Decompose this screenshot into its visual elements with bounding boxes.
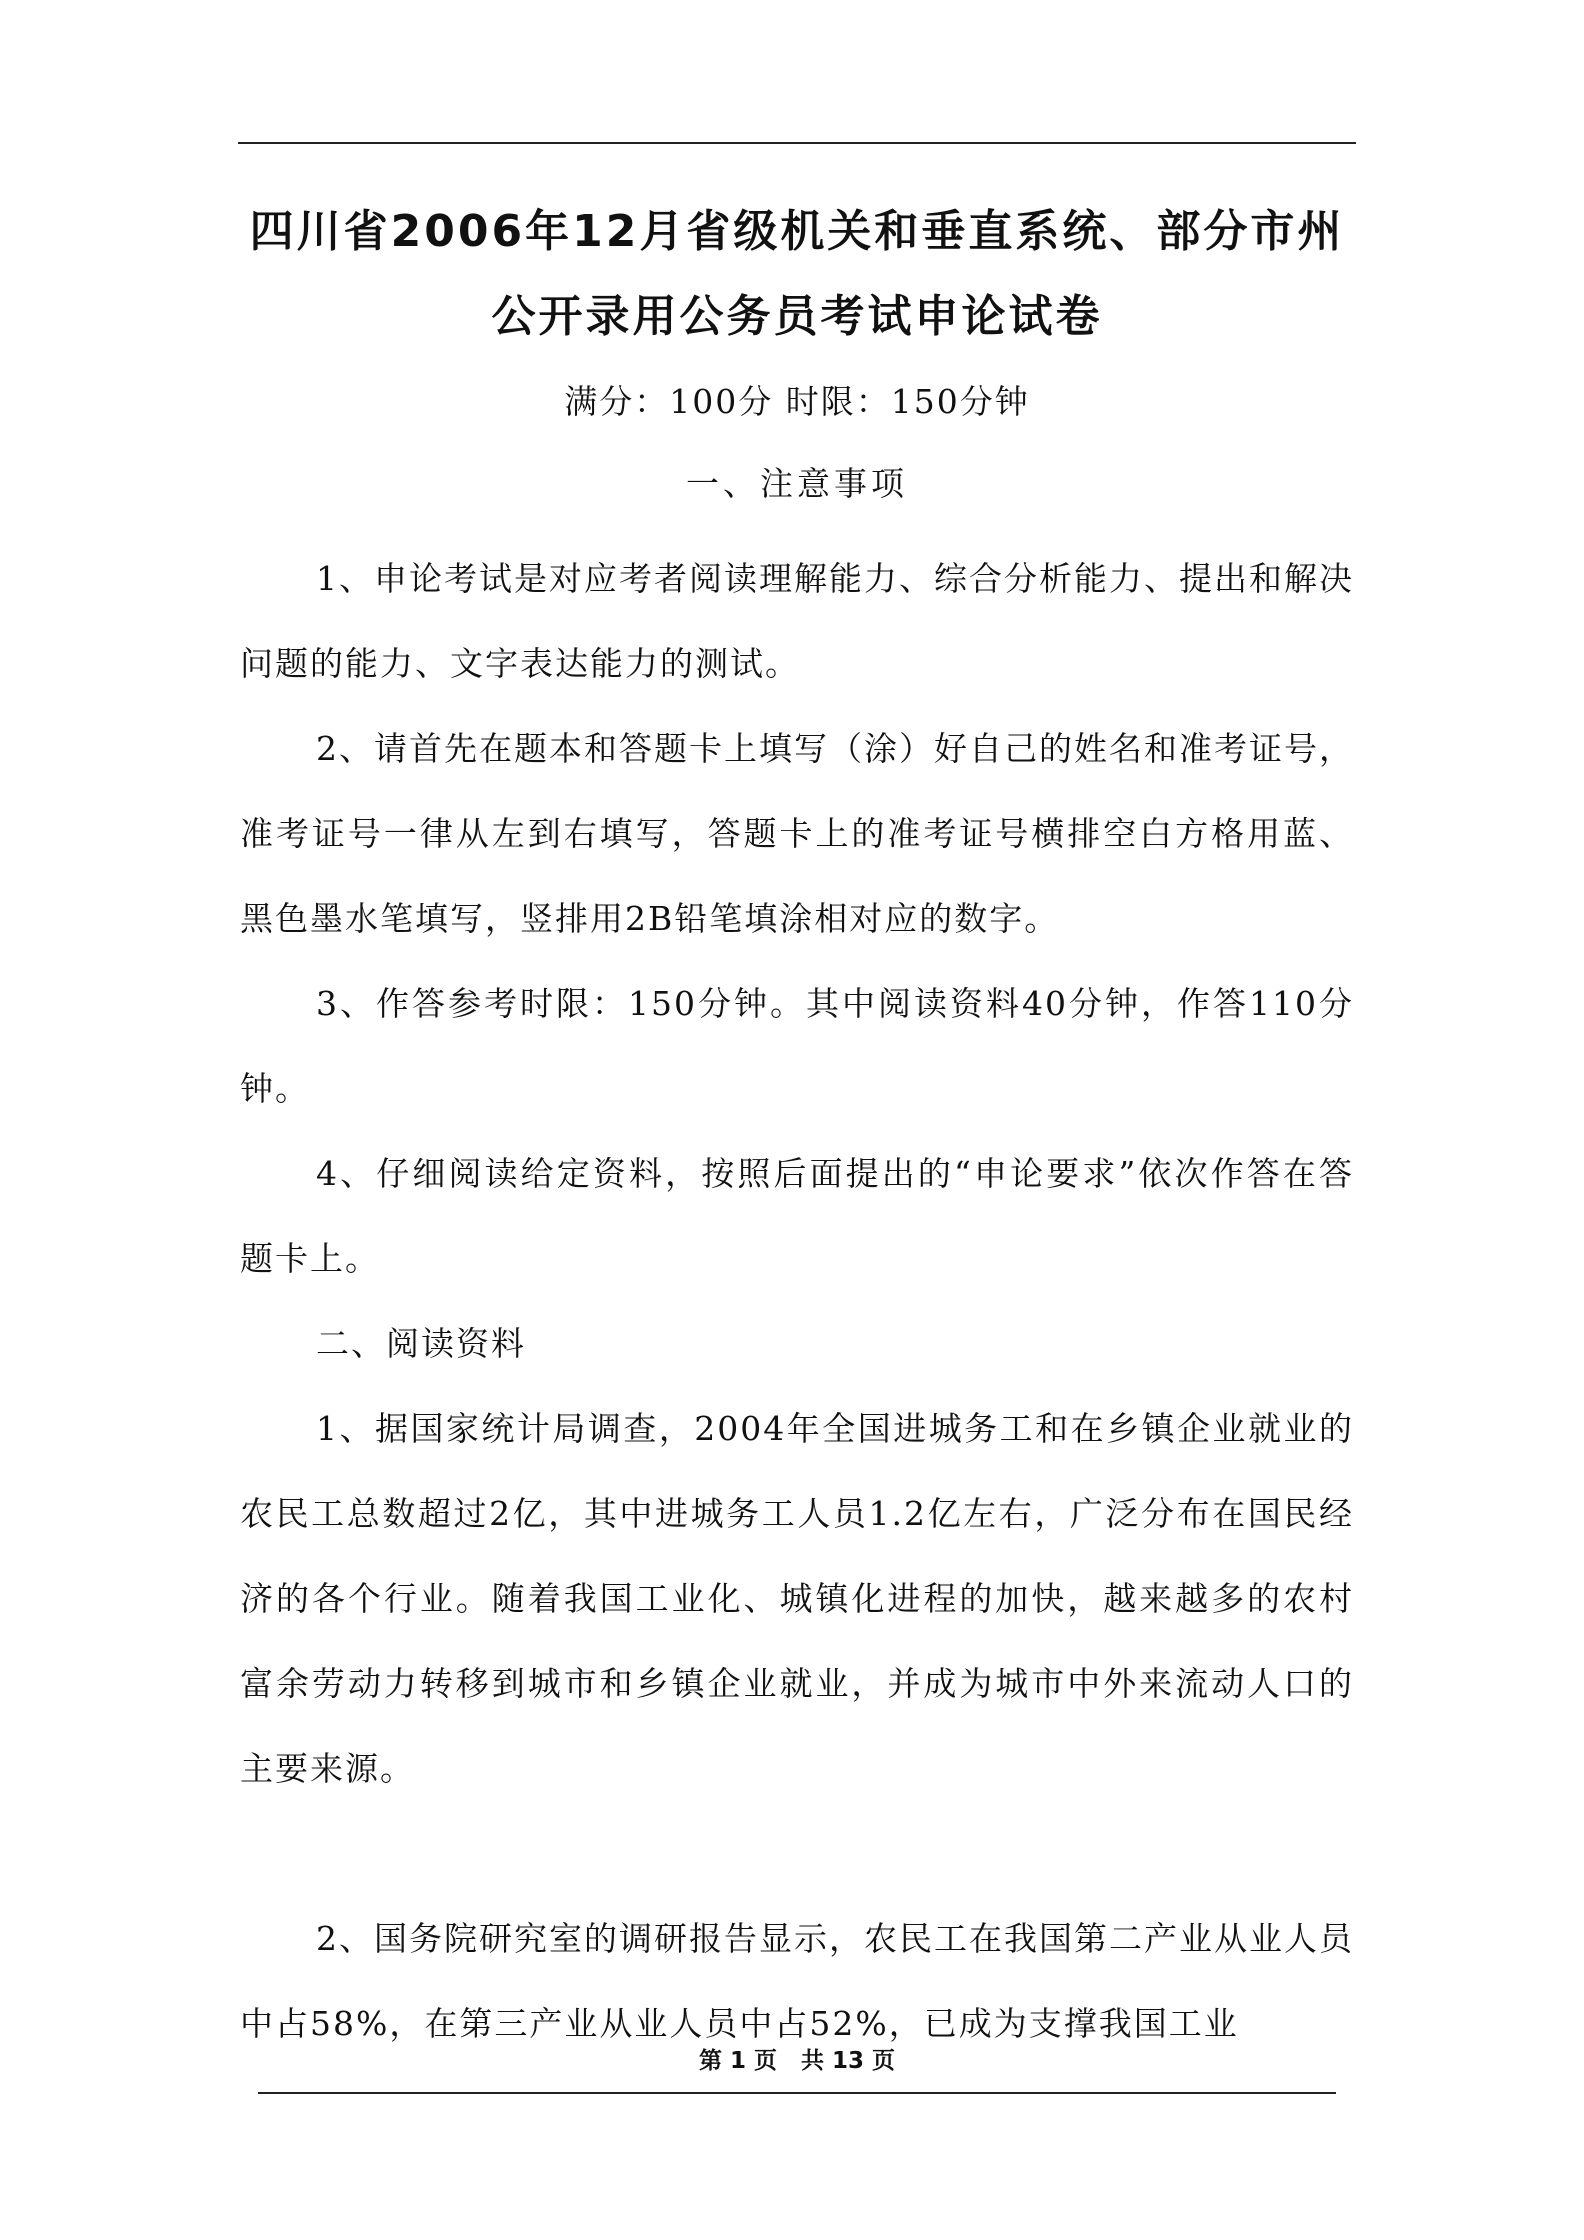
document-title-line-1: 四川省2006年12月省级机关和垂直系统、部分市州 [249, 206, 1345, 257]
section-heading-materials: 二、阅读资料 [316, 1324, 526, 1363]
document-body [240, 536, 1354, 2066]
material-item: 2、国务院研究室的调研报告显示，农民工在我国第二产业从业人员中占58%，在第三产业从业人员中占52%，已成为支撑我国工业 [240, 1919, 1354, 2043]
footer-rule [258, 2092, 1336, 2094]
material-item: 1、据国家统计局调查，2004年全国进城务工和在乡镇企业就业的农民工总数超过2亿，其中进城务工人员1.2亿左右，广泛分布在国民经济的各个行业。随着我国工业化、城镇化进程的加快，越来越多的农村富余劳动力转移到城市和乡镇企业就业，并成为城市中外来流动人口的主要来源。 [240, 1409, 1354, 1788]
notice-item: 3、作答参考时限：150分钟。其中阅读资料40分钟，作答110分钟。 [240, 984, 1354, 1108]
section-heading-notices: 一、注意事项 [686, 464, 908, 503]
notice-item: 4、仔细阅读给定资料，按照后面提出的“申论要求”依次作答在答题卡上。 [240, 1154, 1354, 1278]
header-rule [238, 142, 1356, 144]
score-time-limit: 满分：100分 时限：150分钟 [564, 382, 1030, 421]
document-title-line-2: 公开录用公务员考试申论试卷 [491, 291, 1103, 342]
notice-item: 2、请首先在题本和答题卡上填写（涂）好自己的姓名和准考证号，准考证号一律从左到右填写，答题卡上的准考证号横排空白方格用蓝、黑色墨水笔填写，竖排用2B铅笔填涂相对应的数字。 [240, 729, 1354, 938]
page-number: 第 1 页 共 13 页 [698, 2048, 896, 2074]
notice-item: 1、申论考试是对应考者阅读理解能力、综合分析能力、提出和解决问题的能力、文字表达能力的测试。 [240, 559, 1354, 683]
